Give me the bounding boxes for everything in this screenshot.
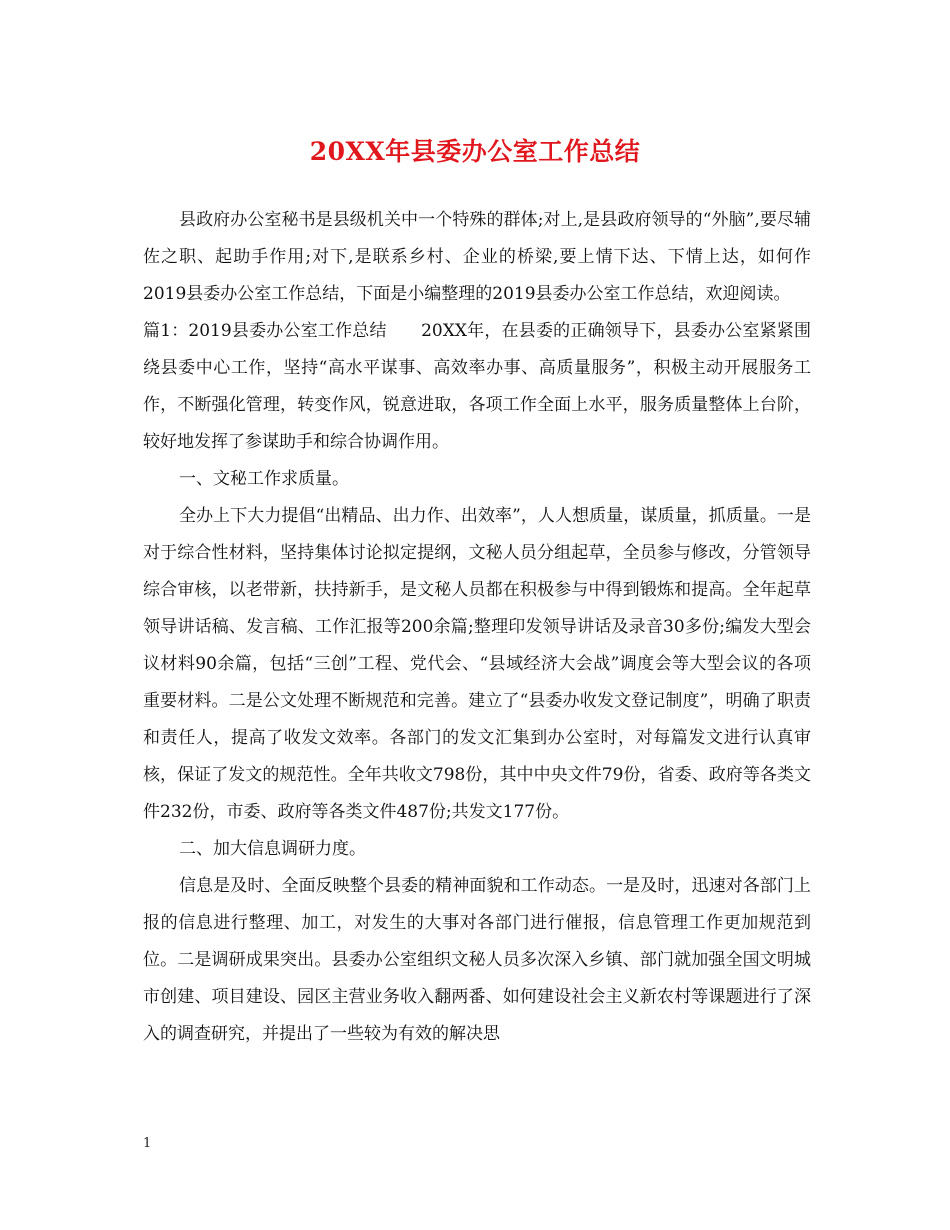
- document-body: [143, 202, 811, 1053]
- article-1-paragraph: 篇1：2019县委办公室工作总结 20XX年，在县委的正确领导下，县委办公室紧紧围绕县委中心工作，坚持“高水平谋事、高效率办事、高质量服务”，积极主动开展服务工作，不断强化管理，转变作风，锐意进取，各项工作全面上水平，服务质量整体上台阶，较好地发挥了参谋助手和综合协调作用。: [143, 321, 811, 452]
- page-number: 1: [143, 1136, 152, 1151]
- section-1-paragraph: 全办上下大力提倡“出精品、出力作、出效率”，人人想质量，谋质量，抓质量。一是对于综合性材料，坚持集体讨论拟定提纲，文秘人员分组起草，全员参与修改，分管领导综合审核，以老带新，扶持新手，是文秘人员都在积极参与中得到锻炼和提高。全年起草领导讲话稿、发言稿、工作汇报等200余篇;整理印发领导讲话及录音30多份;编发大型会议材料90余篇，包括“三创”工程、党代会、“县域经济大会战”调度会等大型会议的各项重要材料。二是公文处理不断规范和完善。建立了“县委办收发文登记制度”，明确了职责和责任人，提高了收发文效率。各部门的发文汇集到办公室时，对每篇发文进行认真审核，保证了发文的规范性。全年共收文798份，其中中央文件79份，省委、政府等各类文件232份，市委、政府等各类文件487份;共发文177份。: [143, 506, 811, 822]
- section-heading-1: 一、文秘工作求质量。: [179, 469, 349, 489]
- document-title: 20XX年县委办公室工作总结: [309, 137, 641, 166]
- intro-paragraph: 县政府办公室秘书是县级机关中一个特殊的群体;对上,是县政府领导的“外脑”,要尽辅佐之职、起助手作用;对下,是联系乡村、企业的桥梁,要上情下达、下情上达，如何作2019县委办公室工作总结，下面是小编整理的2019县委办公室工作总结，欢迎阅读。: [143, 210, 811, 304]
- section-heading-2: 二、加大信息调研力度。: [179, 839, 366, 859]
- section-2-paragraph: 信息是及时、全面反映整个县委的精神面貌和工作动态。一是及时，迅速对各部门上报的信息进行整理、加工，对发生的大事对各部门进行催报，信息管理工作更加规范到位。二是调研成果突出。县委办公室组织文秘人员多次深入乡镇、部门就加强全国文明城市创建、项目建设、园区主营业务收入翻两番、如何建设社会主义新农村等课题进行了深入的调查研究，并提出了一些较为有效的解决思: [143, 876, 811, 1044]
